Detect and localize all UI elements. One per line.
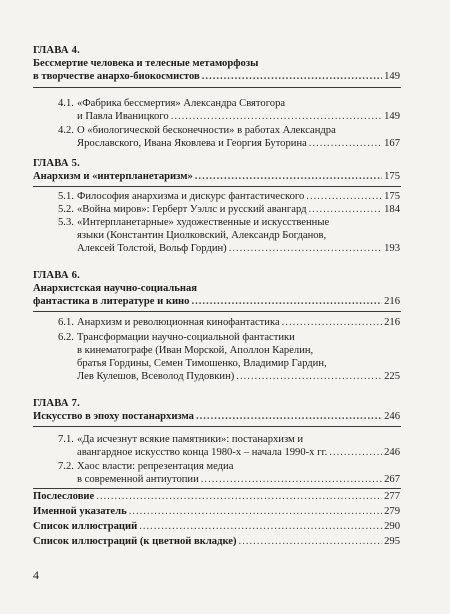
page-ref: 290	[384, 521, 400, 532]
divider	[33, 311, 401, 312]
leader-dots	[282, 316, 382, 329]
back-matter	[33, 490, 400, 548]
section-number: 4.1.	[58, 98, 74, 109]
leader-dots	[139, 520, 382, 533]
section-title-leader	[58, 203, 400, 216]
section-5-2	[58, 203, 400, 216]
chapter-title-line: Анархизм и «интерпланетаризм»	[33, 171, 193, 182]
page-ref: 295	[384, 536, 400, 547]
section-6-1	[58, 316, 400, 329]
section-4-1	[58, 97, 400, 123]
section-6-2	[58, 331, 400, 383]
section-5-1	[58, 190, 400, 203]
page-ref: 277	[384, 491, 400, 502]
divider	[33, 426, 401, 427]
chapter-label: ГЛАВА 4.	[33, 45, 80, 56]
section-title-line: «Да исчезнут всякие памятники»: постанархизм и	[77, 434, 304, 445]
page-ref: 149	[384, 111, 400, 122]
leader-dots	[309, 203, 383, 216]
back-matter-item	[33, 490, 400, 503]
section-title-line: в современной антиутопии	[77, 474, 199, 485]
section-number: 7.2.	[58, 461, 74, 472]
section-title-line: Лев Кулешов, Всеволод Пудовкин)	[77, 371, 235, 382]
section-title-line: «Война миров»: Герберт Уэллс и русский авангард	[77, 204, 307, 215]
section-5-3	[58, 216, 400, 255]
section-title-leader	[58, 473, 400, 486]
section-title-line: Философия анархизма и дискурс фантастического	[77, 191, 305, 202]
section-title-leader	[58, 137, 400, 150]
chapter-title-line: Бессмертие человека и телесные метаморфозы	[33, 58, 259, 69]
chapter-title-leader	[33, 170, 400, 183]
back-matter-title: Список иллюстраций (к цветной вкладке)	[33, 536, 237, 547]
chapter-title-leader	[33, 295, 400, 308]
leader-dots	[191, 295, 382, 308]
chapter-title-line: фантастика в литературе и кино	[33, 296, 190, 307]
leader-dots	[306, 190, 382, 203]
leader-dots	[129, 505, 382, 518]
chapter-title-leader	[33, 410, 400, 423]
page-number: 4	[33, 568, 39, 582]
page-ref: 246	[384, 447, 400, 458]
section-title-leader	[58, 110, 400, 123]
chapter-6	[33, 269, 400, 308]
page-ref: 193	[384, 243, 400, 254]
section-number: 5.1.	[58, 191, 74, 202]
chapter-label: ГЛАВА 7.	[33, 398, 80, 409]
section-title-line: Хаос власти: репрезентация медиа	[77, 461, 234, 472]
leader-dots	[236, 370, 382, 383]
page-ref: 246	[384, 411, 400, 422]
page-ref: 279	[384, 506, 400, 517]
chapter-7	[33, 397, 400, 423]
page-ref: 175	[384, 171, 400, 182]
page-ref: 216	[384, 296, 400, 307]
back-matter-title: Список иллюстраций	[33, 521, 138, 532]
chapter-label: ГЛАВА 6.	[33, 270, 80, 281]
section-title-line: Ярославского, Ивана Яковлева и Георгия Буторина	[77, 138, 307, 149]
section-title-line: языки (Константин Циолковский, Александр Богданов,	[77, 230, 327, 241]
page-ref: 149	[384, 71, 400, 82]
back-matter-item	[33, 505, 400, 518]
section-number: 5.3.	[58, 217, 74, 228]
section-title-line: Анархизм и революционная кинофантастика	[77, 317, 280, 328]
section-title-line: «Интерпланетарные» художественные и искусственные	[77, 217, 330, 228]
back-matter-item	[33, 520, 400, 533]
leader-dots	[196, 410, 382, 423]
page-ref: 267	[384, 474, 400, 485]
divider	[33, 488, 401, 489]
section-title-leader	[58, 446, 400, 459]
chapter-title-leader	[33, 70, 400, 83]
leader-dots	[195, 170, 382, 183]
chapter-4	[33, 44, 400, 83]
divider	[33, 87, 401, 88]
back-matter-item	[33, 535, 400, 548]
section-title-line: братья Гордины, Семен Тимошенко, Владимир Гардин,	[77, 358, 327, 369]
section-title-leader	[58, 316, 400, 329]
page-ref: 167	[384, 138, 400, 149]
section-title-line: авангардное искусство конца 1980-х – начала 1990-х гг.	[77, 447, 328, 458]
chapter-title-line: в творчестве анархо-биокосмистов	[33, 71, 200, 82]
leader-dots	[96, 490, 382, 503]
section-title-line: Трансформации научно-социальной фантастики	[77, 332, 295, 343]
divider	[33, 186, 401, 187]
section-4-2	[58, 124, 400, 150]
section-number: 4.2.	[58, 125, 74, 136]
leader-dots	[229, 242, 382, 255]
page-ref: 175	[384, 191, 400, 202]
chapter-label: ГЛАВА 5.	[33, 158, 80, 169]
section-7-1	[58, 433, 400, 459]
section-title-line: в кинематографе (Иван Морской, Аполлон Карелин,	[77, 345, 314, 356]
leader-dots	[239, 535, 383, 548]
page-ref: 184	[384, 204, 400, 215]
section-number: 5.2.	[58, 204, 74, 215]
section-number: 7.1.	[58, 434, 74, 445]
page-ref: 216	[384, 317, 400, 328]
section-title-leader	[58, 370, 400, 383]
section-title-line: «Фабрика бессмертия» Александра Святогора	[77, 98, 286, 109]
section-number: 6.2.	[58, 332, 74, 343]
chapter-5	[33, 157, 400, 183]
chapter-title-line: Искусство в эпоху постанархизма	[33, 411, 194, 422]
section-title-line: Алексей Толстой, Вольф Гордин)	[77, 243, 227, 254]
back-matter-title: Послесловие	[33, 491, 95, 502]
chapter-title-line: Анархистская научно-социальная	[33, 283, 198, 294]
leader-dots	[171, 110, 382, 123]
leader-dots	[309, 137, 382, 150]
leader-dots	[202, 70, 382, 83]
section-number: 6.1.	[58, 317, 74, 328]
section-title-line: О «биологической бесконечности» в работах Александра	[77, 125, 336, 136]
section-title-leader	[58, 242, 400, 255]
leader-dots	[329, 446, 382, 459]
section-title-line: и Павла Иваницкого	[77, 111, 169, 122]
back-matter-title: Именной указатель	[33, 506, 127, 517]
leader-dots	[201, 473, 382, 486]
section-title-leader	[58, 190, 400, 203]
section-7-2	[58, 460, 400, 486]
page-ref: 225	[384, 371, 400, 382]
